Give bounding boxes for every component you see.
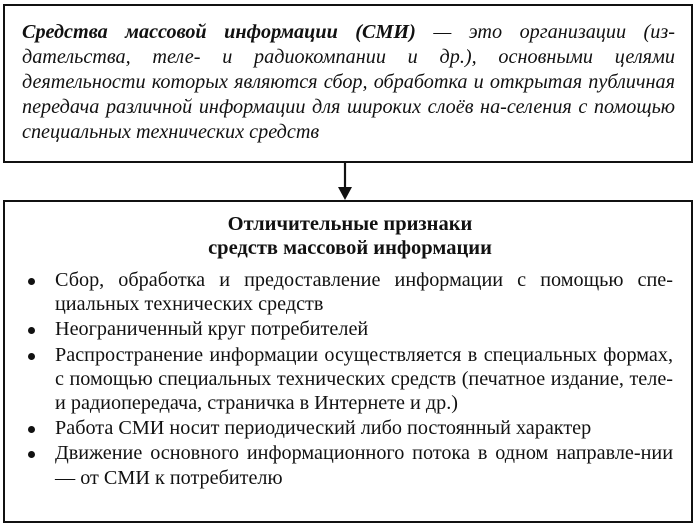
bullet-icon xyxy=(28,353,35,360)
definition-term: Средства массовой информации (СМИ) xyxy=(22,21,416,43)
list-item-text: Работа СМИ носит периодический либо постоянный характер xyxy=(55,417,592,440)
definition-box xyxy=(3,4,693,163)
list-item-text: Распространение информации осуществляется в специальных формах, с помощью специальных технических средств (печатное издание, теле- и радиопередача, страничка в Интернете и др.) xyxy=(55,343,673,415)
connector-arrow xyxy=(333,163,357,200)
list-item xyxy=(27,416,673,440)
list-item-text: Неограниченный круг потребителей xyxy=(55,318,369,341)
bullet-icon xyxy=(28,327,35,334)
list-item xyxy=(27,343,673,416)
list-item-text: Сбор, обработка и предоставление информации с помощью спе-циальных технических средств xyxy=(55,269,673,316)
arrow-head-icon xyxy=(338,187,352,200)
list-item xyxy=(27,268,673,316)
features-list xyxy=(27,268,673,490)
list-item-text: Движение основного информационного потока в одном направле-нии — от СМИ к потребителю xyxy=(55,442,673,489)
bullet-icon xyxy=(28,278,35,285)
definition-body: — это организации (из-дательства, теле- и радиокомпании и др.), основными целями деятельности которых являются сбор, обработка и открытая публичная передача различной информации для широких слоёв на-селения с помощью специальных технических средств xyxy=(22,21,675,143)
list-item xyxy=(27,441,673,489)
definition-text xyxy=(22,20,675,145)
bullet-icon xyxy=(28,426,35,433)
features-title-line-2: средств массовой информации xyxy=(208,237,492,259)
list-item xyxy=(27,317,673,341)
features-title-line-1: Отличительные признаки xyxy=(227,213,473,235)
features-title xyxy=(27,212,673,260)
features-box xyxy=(3,200,693,523)
bullet-icon xyxy=(28,451,35,458)
